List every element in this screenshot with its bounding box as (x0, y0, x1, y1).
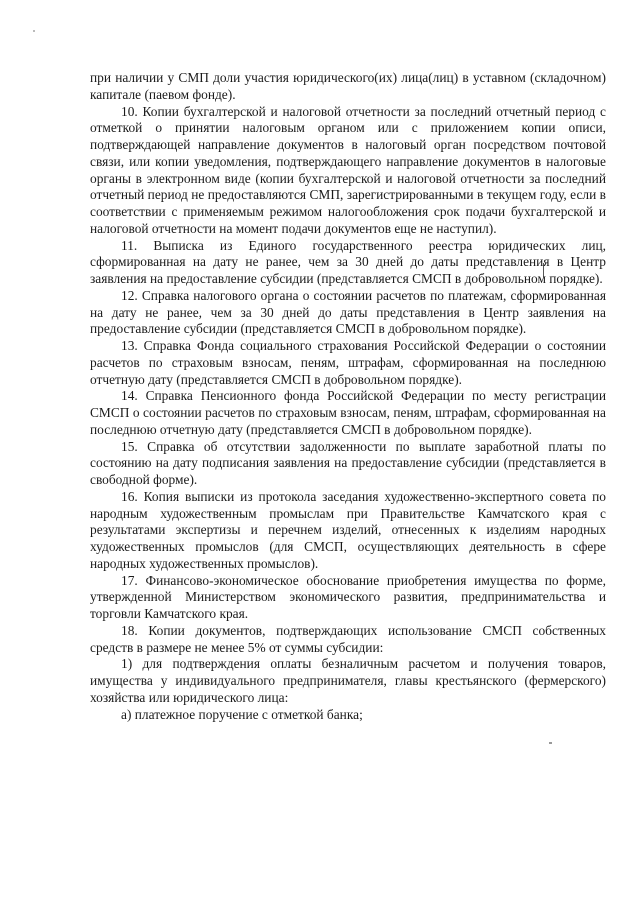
paragraph-item-18: 18. Копии документов, подтверждающих использование СМСП собственных средств в размере не менее 5% от суммы субсидии: (90, 622, 606, 655)
paragraph-item-15: 15. Справка об отсутствии задолженности по выплате заработной платы по состоянию на дату подписания заявления на предоставление субсидии (представляется в свободной форме). (90, 438, 606, 487)
paragraph-subitem-a: а) платежное поручение с отметкой банка; (121, 706, 363, 722)
paragraph-item-10: 10. Копии бухгалтерской и налоговой отчетности за последний отчетный период с отметкой о принятии налоговым органом или с приложением копии описи, подтверждающей направление документов в налоговый орган посредством почтовой связи, или копии уведомления, подтверждающего направление документов в налоговые органы в электронном виде (копии бухгалтерской и налоговой отчетности за последний отчетный период не предоставляются СМП, зарегистрированными в текущем году, если в соответствии с применяемым режимом налогообложения срок подачи бухгалтерской и налоговой отчетности на момент подачи документов еще не наступил). (90, 103, 606, 236)
paragraph-continuation: при наличии у СМП доли участия юридического(их) лица(лиц) в уставном (складочном) капитале (паевом фонде). (90, 70, 606, 102)
scan-artifact (549, 742, 552, 744)
paragraph-item-13: 13. Справка Фонда социального страхования Российской Федерации о состоянии расчетов по страховым взносам, пеням, штрафам, сформированная на последнюю отчетную дату (представляется СМСП в добровольном порядке). (90, 338, 606, 387)
paragraph-item-11: 11. Выписка из Единого государственного реестра юридических лиц, сформированная на дату не ранее, чем за 30 дней до даты представления в Центр заявления на предоставление субсидии (представляется СМСП в добровольном порядке). (90, 237, 606, 286)
paragraph-item-16: 16. Копия выписки из протокола заседания художественно-экспертного совета по народным художественным промыслам при Правительстве Камчатского края с результатами экспертизы и перечнем изделий, отнесенных к изделиям народных художественных промыслов (для СМСП, осуществляющих деятельность в сфере народных художественных промыслов). (90, 488, 606, 571)
paragraph-item-12: 12. Справка налогового органа о состоянии расчетов по платежам, сформированная на дату не ранее, чем за 30 дней до даты представления в Центр заявления на предоставление субсидии (представляется СМСП в добровольном порядке). (90, 287, 606, 337)
document-page (90, 70, 606, 723)
paragraph-subitem-1: 1) для подтверждения оплаты безналичным расчетом и получения товаров, имущества у индивидуального предпринимателя, главы крестьянского (фермерского) хозяйства или юридического лица: (90, 656, 606, 705)
scan-artifact (33, 30, 35, 32)
paragraph-item-14: 14. Справка Пенсионного фонда Российской Федерации по месту регистрации СМСП о состоянии расчетов по страховым взносам, пеням, штрафам, сформированная на последнюю отчетную дату (представляется СМСП в добровольном порядке). (90, 388, 606, 437)
paragraph-item-17: 17. Финансово-экономическое обоснование приобретения имущества по форме, утвержденной Министерством экономического развития, предпринимательства и торговли Камчатского края. (90, 572, 606, 621)
